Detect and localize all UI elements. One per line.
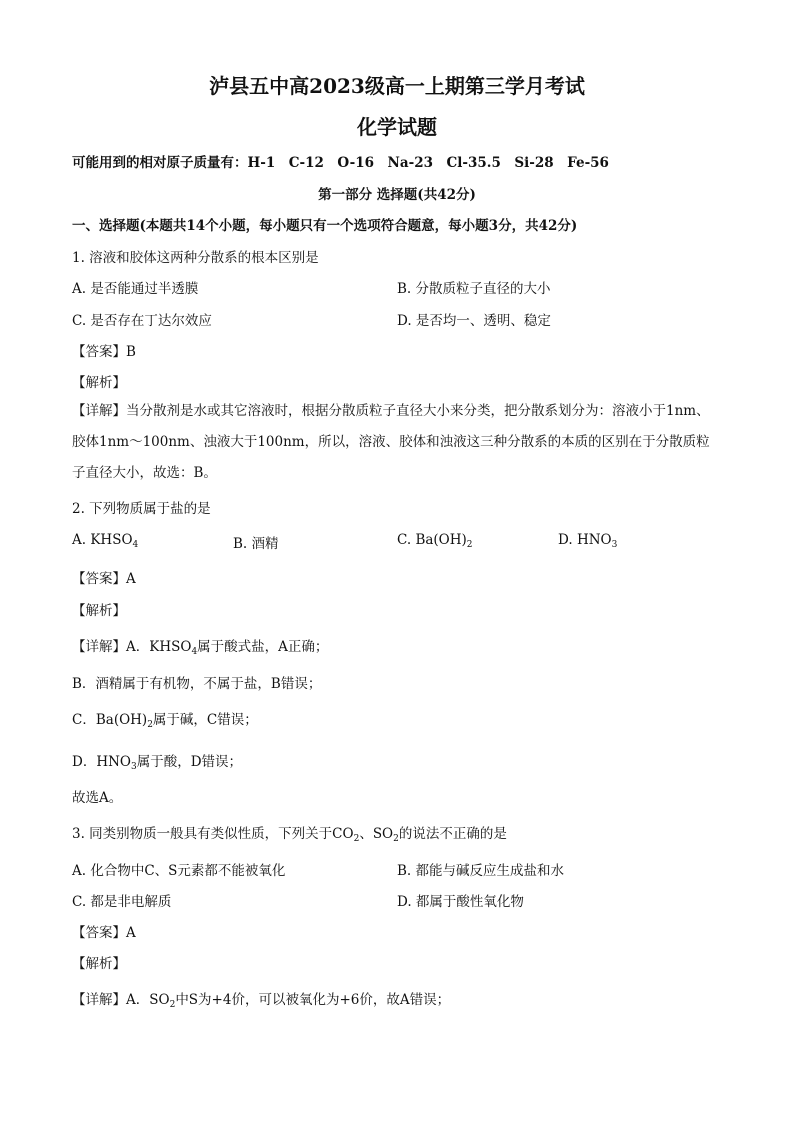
atomic-mass-line: 可能用到的相对原子质量有：H-1 C-12 O-16 Na-23 Cl-35.5 Si-28 Fe-56 xyxy=(72,155,609,171)
part-heading: 第一部分 选择题(共42分) xyxy=(318,187,476,203)
q2-c-prefix: C. xyxy=(397,532,416,548)
q1-option-c: C. 是否存在丁达尔效应 xyxy=(72,313,212,329)
q3-detail-a xyxy=(72,988,450,1010)
section-heading: 一、选择题(本题共14个小题，每小题只有一个选项符合题意，每小题3分，共42分) xyxy=(72,218,578,234)
q2-d1-post: 属于酸式盐，A正确； xyxy=(197,639,329,655)
q2-d4-formula: HNO xyxy=(96,754,131,770)
q2-d-formula: HNO xyxy=(576,532,612,548)
q2-d-prefix: D. xyxy=(558,532,577,548)
q2-d3-pre: C． xyxy=(72,712,96,728)
q2-option-d xyxy=(558,532,617,550)
q3-d1-formula: SO xyxy=(149,992,170,1008)
answer-label: 【答案】 xyxy=(72,925,126,941)
q3-stem-post: 的说法不正确的是 xyxy=(398,826,507,842)
q3-stem-pre: 3. 同类别物质一般具有类似性质，下列关于 xyxy=(72,826,333,842)
subject-title: 化学试题 xyxy=(357,115,437,139)
q1-answer xyxy=(72,340,136,360)
q3-d1-sub: 2 xyxy=(169,1000,176,1010)
q2-d-sub: 3 xyxy=(611,540,618,550)
q3-so2: SO xyxy=(372,826,394,842)
q2-analysis-label: 【解析】 xyxy=(72,603,126,619)
q2-d1-formula: KHSO xyxy=(149,639,192,655)
q2-answer xyxy=(72,567,136,587)
q3-option-a: A. 化合物中C、S元素都不能被氧化 xyxy=(72,863,286,879)
q2-option-b: B. 酒精 xyxy=(233,536,279,552)
answer-label: 【答案】 xyxy=(72,344,126,360)
detail-label: 【详解】 xyxy=(72,639,126,655)
q1-option-b: B. 分散质粒子直径的大小 xyxy=(397,281,551,297)
answer-label: 【答案】 xyxy=(72,571,126,587)
q2-stem: 2. 下列物质属于盐的是 xyxy=(72,501,211,517)
q1-answer-value: B xyxy=(126,344,136,360)
q2-d4-post: 属于酸，D错误； xyxy=(136,754,243,770)
q1-detail xyxy=(72,396,722,489)
detail-label: 【详解】 xyxy=(72,992,126,1008)
q3-sep: 、 xyxy=(359,826,373,842)
q1-detail-text: 当分散剂是水或其它溶液时，根据分散质粒子直径大小来分类，把分散系划分为：溶液小于1nm、胶体1nm～100nm、浊液大于100nm，所以，溶液、胶体和浊液这三种分散系的本质的区别在于分散质粒子直径大小，故选：B。 xyxy=(72,403,710,481)
q3-option-d: D. 都属于酸性氧化物 xyxy=(397,894,524,910)
q2-detail-c xyxy=(72,708,258,730)
q2-a-formula: KHSO xyxy=(90,532,133,548)
q3-option-b: B. 都能与碱反应生成盐和水 xyxy=(397,863,565,879)
q2-a-prefix: A. xyxy=(72,532,91,548)
q3-answer xyxy=(72,921,136,941)
exam-title: 泸县五中高2023级高一上期第三学月考试 xyxy=(209,74,585,98)
q1-option-d: D. 是否均一、透明、稳定 xyxy=(397,313,551,329)
q3-co2: CO xyxy=(332,826,354,842)
q2-d1-pre: A． xyxy=(126,639,150,655)
q2-conclusion: 故选A。 xyxy=(72,790,123,806)
q3-so2-sub: 2 xyxy=(393,834,399,844)
q2-option-a xyxy=(72,532,138,550)
detail-label: 【详解】 xyxy=(72,403,126,419)
q3-analysis-label: 【解析】 xyxy=(72,956,126,972)
q2-detail-d xyxy=(72,750,242,772)
q2-d3-formula: Ba(OH) xyxy=(95,712,148,728)
q2-c-sub: 2 xyxy=(466,540,473,550)
q2-d4-sub: 3 xyxy=(130,762,137,772)
q1-analysis-label: 【解析】 xyxy=(72,375,126,391)
q2-a-sub: 4 xyxy=(132,540,139,550)
q2-d3-sub: 2 xyxy=(147,720,153,730)
q3-answer-value: A xyxy=(126,925,136,941)
q3-option-c: C. 都是非电解质 xyxy=(72,894,172,910)
q3-stem xyxy=(72,822,507,844)
q2-detail-a xyxy=(72,635,328,657)
q3-co2-sub: 2 xyxy=(353,834,360,844)
q2-d3-post: 属于碱，C错误； xyxy=(152,712,258,728)
q3-d1-pre: A． xyxy=(126,992,150,1008)
q3-d1-post: 中S为+4价，可以被氧化为+6价，故A错误； xyxy=(175,992,451,1008)
q2-option-c xyxy=(397,532,473,550)
q2-d4-pre: D． xyxy=(72,754,97,770)
q2-answer-value: A xyxy=(126,571,136,587)
q2-detail-b: B．酒精属于有机物，不属于盐，B错误； xyxy=(72,676,322,692)
q2-c-formula: Ba(OH) xyxy=(415,532,467,548)
q2-d1-sub: 4 xyxy=(191,647,198,657)
q1-stem: 1. 溶液和胶体这两种分散系的根本区别是 xyxy=(72,250,319,266)
q1-option-a: A. 是否能通过半透膜 xyxy=(72,281,199,297)
